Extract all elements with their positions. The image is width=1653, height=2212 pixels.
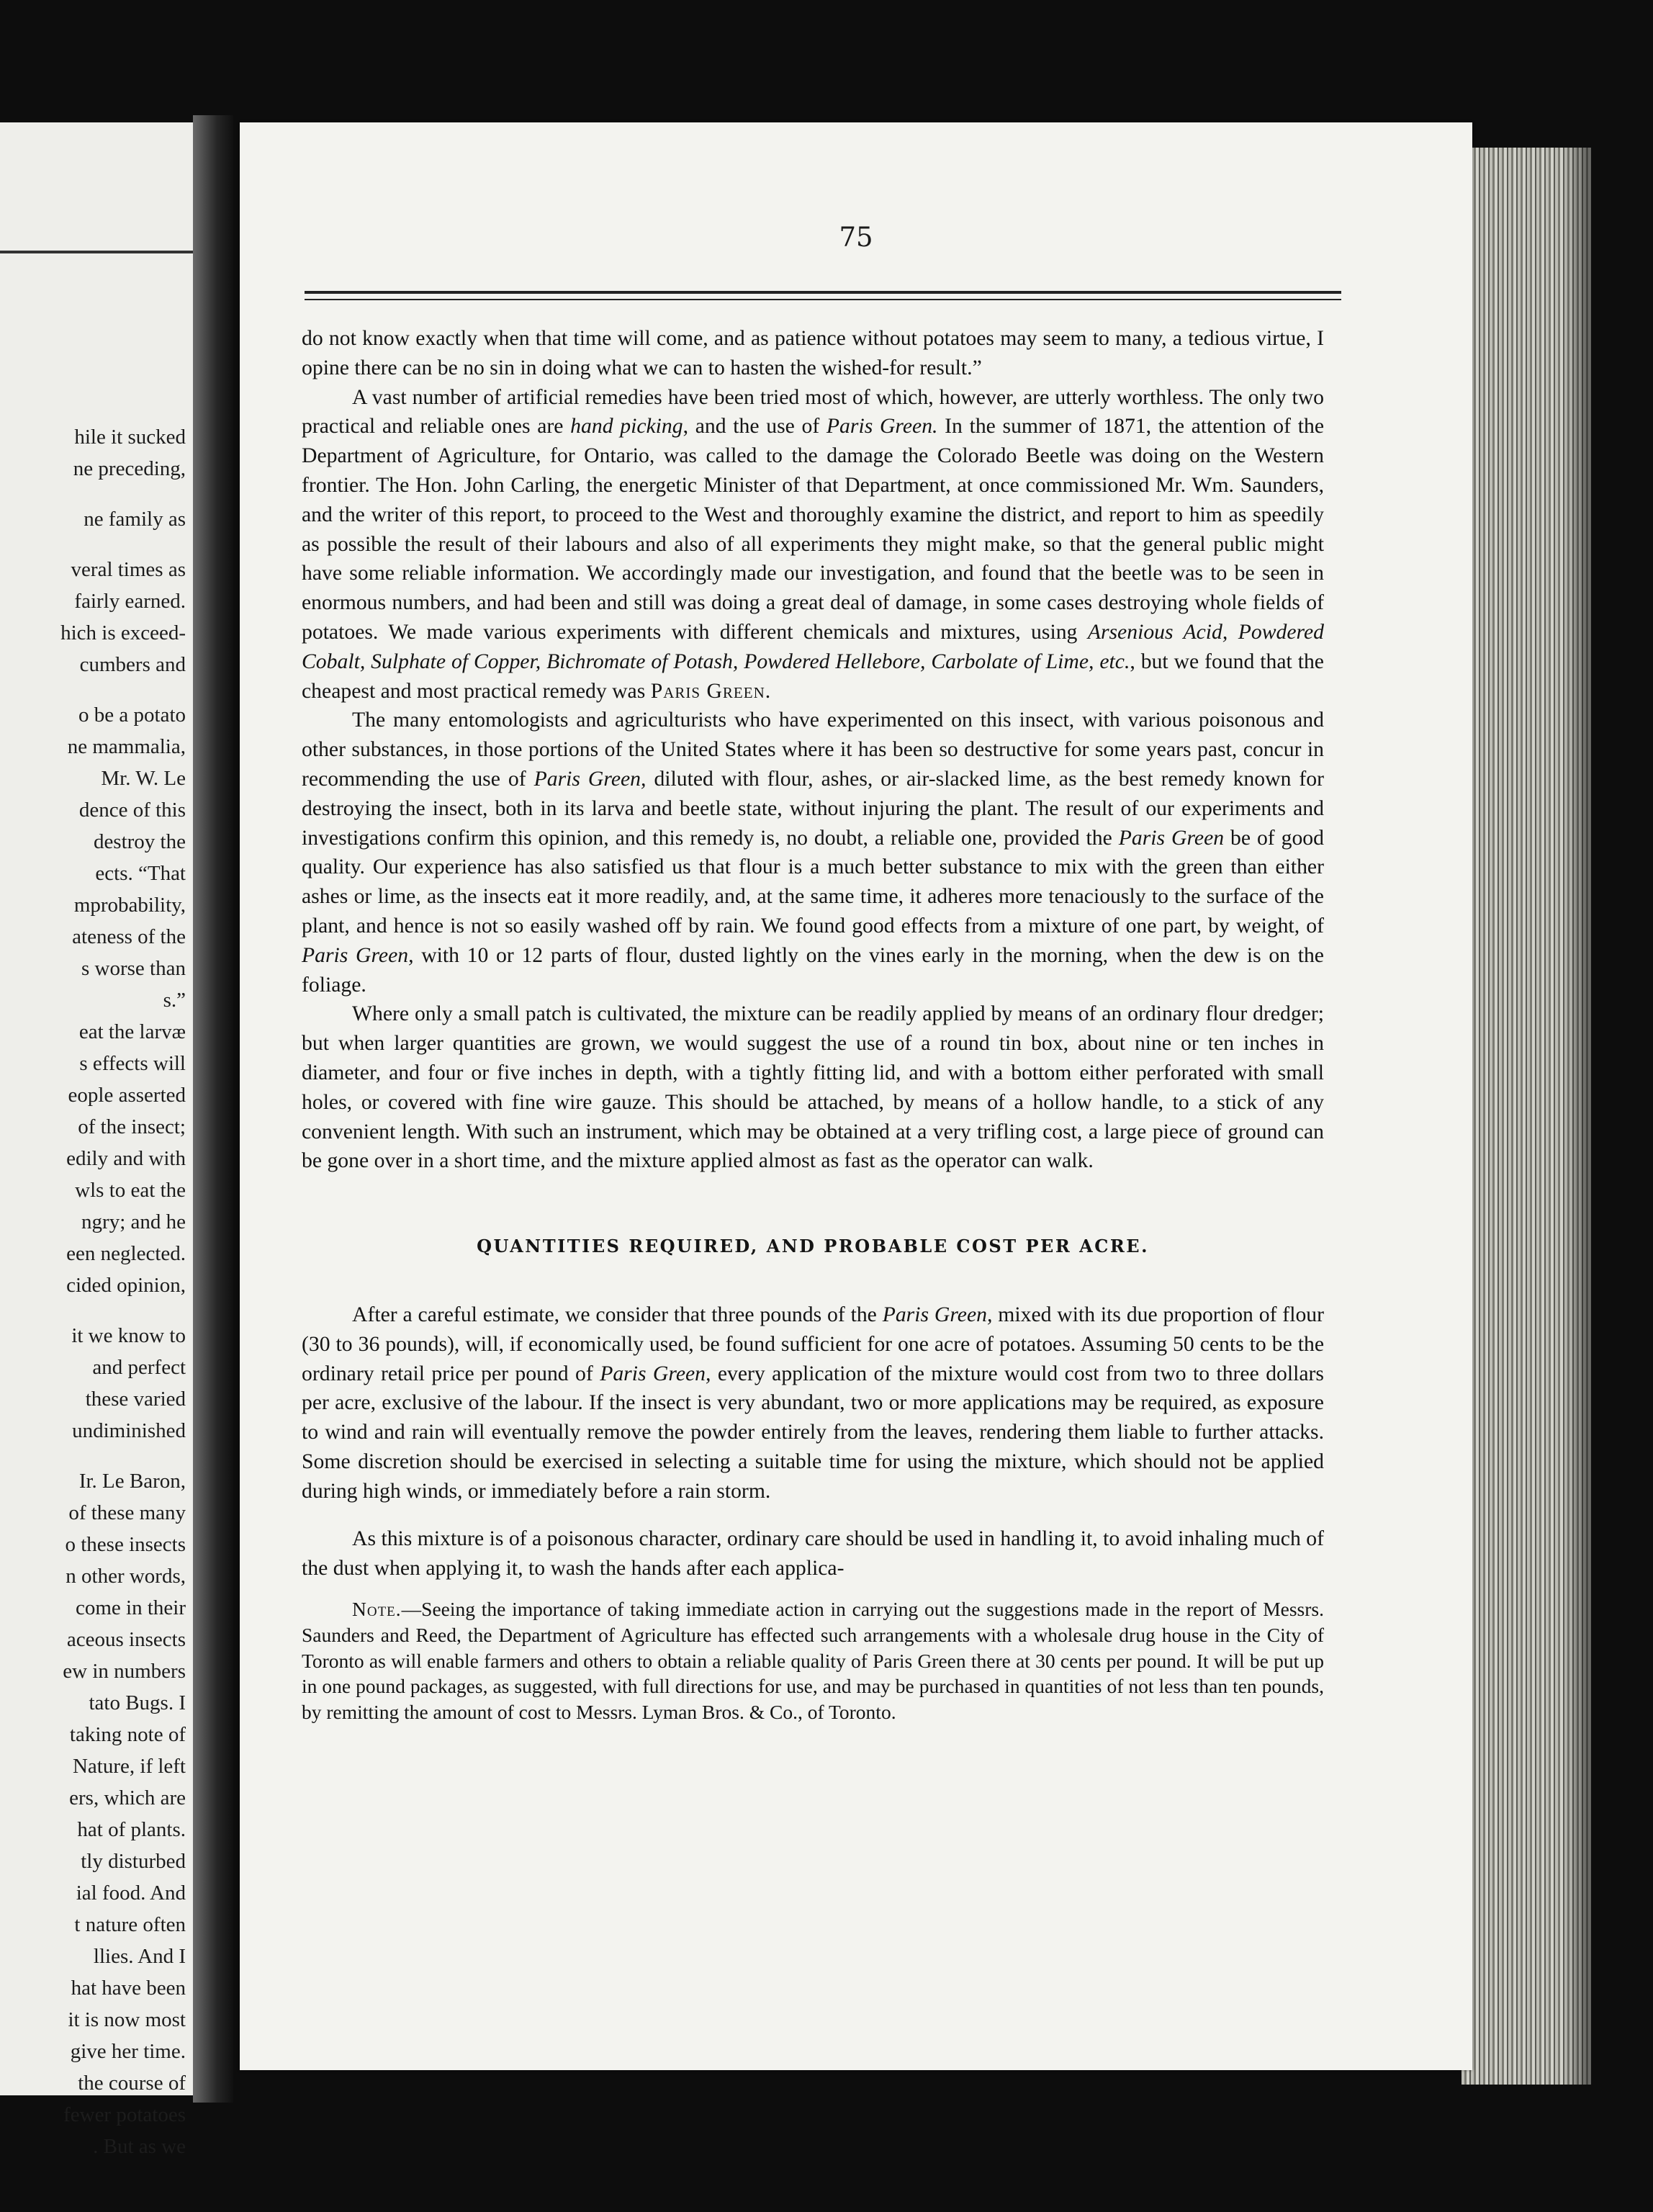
facing-page-line: s worse than bbox=[81, 957, 186, 980]
italic-run: hand picking bbox=[570, 415, 683, 439]
facing-page-line: of the insect; bbox=[78, 1115, 186, 1138]
footnote-text: —Seeing the importance of taking immediate action in carrying out the suggestions made in the report of Messrs. Saunders and Reed, the Department of Agriculture has effected such arrangements with a wholesale drug house in the City of Toronto as will enable farmers and others to obtain a reliable quality of Paris Green there at 30 cents per pound. It will be put up in one pound packages, as suggested, with full directions for use, and may be purchased in quantities of not less than ten pounds, by remitting the amount of cost to Messrs. Lyman Bros. & Co., of Toronto. bbox=[302, 1598, 1324, 1724]
facing-page-line: een neglected. bbox=[66, 1242, 186, 1265]
facing-page-line: fewer potatoes bbox=[63, 2103, 186, 2126]
facing-page-line: tato Bugs. I bbox=[89, 1691, 186, 1714]
text-run: The many entomologists and agriculturists who have experimented on this insect, with various poisonous and other substances, in those portions of the United States where it has been so destructive for some years past, concur in recommending the use of bbox=[302, 709, 1324, 791]
footnote bbox=[302, 1596, 1324, 1725]
facing-page-line: ne mammalia, bbox=[67, 735, 186, 758]
italic-run: Paris Green bbox=[1118, 826, 1225, 850]
facing-page-line: aceous insects bbox=[66, 1628, 186, 1651]
facing-page-line: destroy the bbox=[93, 830, 186, 853]
facing-page-line: dence of this bbox=[78, 799, 186, 822]
facing-page-line: wls to eat the bbox=[75, 1179, 186, 1202]
paragraph-remedies bbox=[302, 383, 1324, 706]
italic-run: Paris Green. bbox=[826, 415, 938, 439]
facing-page-line bbox=[0, 535, 186, 554]
facing-page-line: these varied bbox=[85, 1388, 186, 1411]
paragraph-continued: do not know exactly when that time will come, and as patience without potatoes may seem to many, a tedious virtue, I opine there can be no sin in doing what we can to hasten the wished-for result.” bbox=[302, 327, 1324, 379]
facing-page-line: the course of bbox=[78, 2072, 186, 2095]
facing-page-line: ial food. And bbox=[76, 1881, 186, 1905]
italic-run: Paris Green, bbox=[600, 1362, 711, 1385]
text-run: every application of the mixture would cost from two to three dollars per acre, exclusive of the labour. If the insect is very abundant, two or more applications may be required, as exposure to wind and rain will eventually remove the powder entirely from the leaves, rendering them liable to further attacks. Some discretion should be exercised in selecting a suitable time for using the mixture, which should not be applied during high winds, or immediately before a rain storm. bbox=[302, 1362, 1324, 1503]
facing-page-line bbox=[0, 680, 186, 699]
facing-page-line: tly disturbed bbox=[81, 1850, 186, 1873]
facing-page-line: ects. “That bbox=[95, 862, 186, 885]
paragraph-cost bbox=[302, 1300, 1324, 1506]
text-run: with 10 or 12 parts of flour, dusted lightly on the vines early in the morning, when the dew is on the foliage. bbox=[302, 943, 1324, 997]
facing-page-line: Nature, if left bbox=[72, 1755, 186, 1778]
facing-page-line: eople asserted bbox=[68, 1084, 186, 1107]
facing-page-line bbox=[0, 1301, 186, 1320]
italic-run: Paris Green, bbox=[882, 1303, 993, 1326]
facing-page-line: undiminished bbox=[72, 1419, 186, 1442]
facing-page-line bbox=[0, 1447, 186, 1465]
paragraph-caution: As this mixture is of a poisonous character, ordinary care should be used in handling it, to avoid inhaling much of the dust when applying it, to wash the hands after each applica- bbox=[302, 1527, 1324, 1581]
facing-page-line: it is now most bbox=[68, 2008, 186, 2031]
section-heading: QUANTITIES REQUIRED, AND PROBABLE COST PER ACRE. bbox=[477, 1236, 1149, 1257]
facing-page-line: o be a potato bbox=[78, 703, 186, 727]
text-run: , but we found that the cheapest and most practical remedy was bbox=[302, 649, 1324, 703]
facing-page-rule bbox=[0, 251, 194, 253]
header-rule-thin bbox=[305, 299, 1341, 300]
italic-run: Paris Green, bbox=[302, 943, 414, 967]
facing-page-line: hat of plants. bbox=[77, 1818, 186, 1841]
facing-page-line: cided opinion, bbox=[66, 1274, 186, 1297]
italic-run: Arsenious Acid, Powdered Cobalt, Sulphate of Copper, Bichromate of Potash, Powdered Hellebore, Carbolate of Lime, etc. bbox=[302, 620, 1324, 673]
book-gutter bbox=[193, 115, 233, 2103]
facing-page-line: taking note of bbox=[69, 1723, 186, 1746]
text-run: , and the use of bbox=[683, 415, 827, 439]
body-text bbox=[302, 324, 1324, 1725]
facing-page-line: n other words, bbox=[66, 1565, 186, 1588]
facing-page-line: ew in numbers bbox=[63, 1660, 186, 1683]
facing-page-line: hile it sucked bbox=[74, 426, 186, 449]
facing-page-line: t nature often bbox=[74, 1913, 186, 1936]
facing-page-line: . But as we bbox=[93, 2135, 186, 2158]
facing-page-line: Mr. W. Le bbox=[101, 767, 186, 790]
facing-page-line: edily and with bbox=[66, 1147, 186, 1170]
facing-page-line: ne family as bbox=[84, 508, 186, 531]
facing-page-line: give her time. bbox=[70, 2040, 186, 2063]
facing-page-line: s effects will bbox=[79, 1052, 186, 1075]
facing-page-line: ers, which are bbox=[69, 1786, 186, 1809]
facing-page-line bbox=[0, 485, 186, 503]
page-edges-shade bbox=[1562, 148, 1613, 2085]
text-run: mixed with its due proportion of flour (30 to 36 pounds), will, if economically used, be found sufficient for one acre of potatoes. Assuming 50 cents to be the ordinary retail price per pound of bbox=[302, 1303, 1325, 1385]
facing-page-line: veral times as bbox=[71, 558, 186, 581]
facing-page-line: eat the larvæ bbox=[78, 1020, 186, 1043]
paragraph-entomologists bbox=[302, 706, 1324, 999]
text-run: be of good quality. Our experience has also satisfied us that flour is a much better substance to mix with the green than either ashes or lime, as the insects eat it more readily, and, at the same time, it adheres more tenaciously to the surface of the plant, and hence is not so easily washed off by rain. We found good effects from a mixture of one part, by weight, of bbox=[302, 826, 1324, 938]
book-page bbox=[240, 122, 1472, 2070]
facing-page-line: cumbers and bbox=[79, 653, 186, 676]
facing-page-line: it we know to bbox=[71, 1324, 186, 1347]
italic-run: Paris Green, bbox=[533, 767, 647, 791]
facing-page-line: hat have been bbox=[71, 1977, 186, 2000]
facing-page-line: mprobability, bbox=[73, 894, 186, 917]
facing-page-line: Ir. Le Baron, bbox=[78, 1470, 186, 1493]
text-run: After a careful estimate, we consider that three pounds of the bbox=[352, 1303, 883, 1326]
small-caps-run: Paris Green. bbox=[650, 679, 772, 703]
facing-page-line: o these insects bbox=[65, 1533, 186, 1556]
facing-page-line: ateness of the bbox=[72, 925, 186, 948]
facing-page-line: llies. And I bbox=[93, 1945, 186, 1968]
facing-page-line: come in their bbox=[75, 1596, 186, 1619]
text-run: In the summer of 1871, the attention of the Department of Agriculture, for Ontario, was called to the damage the Colorado Beetle was doing on the Western frontier. The Hon. John Carling, the energetic Minister of that Department, at once commissioned Mr. Wm. Saunders, and the writer of this report, to proceed to the West and thoroughly examine the district, and report to him as speedily as possible the result of their labours and also of all experiments they might make, so that the general public might have some reliable information. We accordingly made our investigation, and found that the beetle was to be seen in enormous numbers, and had been and still was doing a great deal of damage, in some cases destroying whole fields of potatoes. We made various experiments with different chemicals and mixtures, using bbox=[302, 415, 1324, 644]
facing-page-line: ngry; and he bbox=[81, 1210, 186, 1233]
facing-page-text bbox=[0, 421, 186, 2162]
text-run: diluted with flour, ashes, or air-slacked lime, as the best remedy known for destroying the insect, both in its larva and beetle state, without injuring the plant. The result of our experiments and investigations confirm this opinion, and this remedy is, no doubt, a reliable one, provided the bbox=[302, 767, 1325, 850]
facing-page-line: and perfect bbox=[92, 1356, 186, 1379]
facing-page-line: ne preceding, bbox=[73, 457, 186, 480]
facing-page-left bbox=[0, 122, 216, 2158]
page-number: 75 bbox=[839, 222, 873, 253]
paragraph-application: Where only a small patch is cultivated, the mixture can be readily applied by means of an ordinary flour dredger; but when larger quantities are grown, we would suggest the use of a round tin box, about nine or ten inches in diameter, and four or five inches in depth, with a tightly fitting lid, and with a bottom either perforated with small holes, or covered with fine wire gauze. This should be attached, by means of a hollow handle, to a stick of any convenient length. With such an instrument, which may be obtained at a very trifling cost, a large piece of ground can be gone over in a short time, and the mixture applied almost as fast as the operator can walk. bbox=[302, 1002, 1324, 1173]
facing-page-line: hich is exceed- bbox=[60, 621, 186, 644]
footnote-label: Note. bbox=[352, 1598, 402, 1621]
facing-page-line: of these many bbox=[68, 1501, 186, 1524]
facing-page-line: fairly earned. bbox=[74, 590, 186, 613]
text-run: A vast number of artificial remedies have been tried most of which, however, are utterly worthless. The only two practical and reliable ones are bbox=[302, 385, 1324, 439]
facing-page-line: s.” bbox=[163, 989, 186, 1012]
header-rule bbox=[305, 291, 1341, 294]
